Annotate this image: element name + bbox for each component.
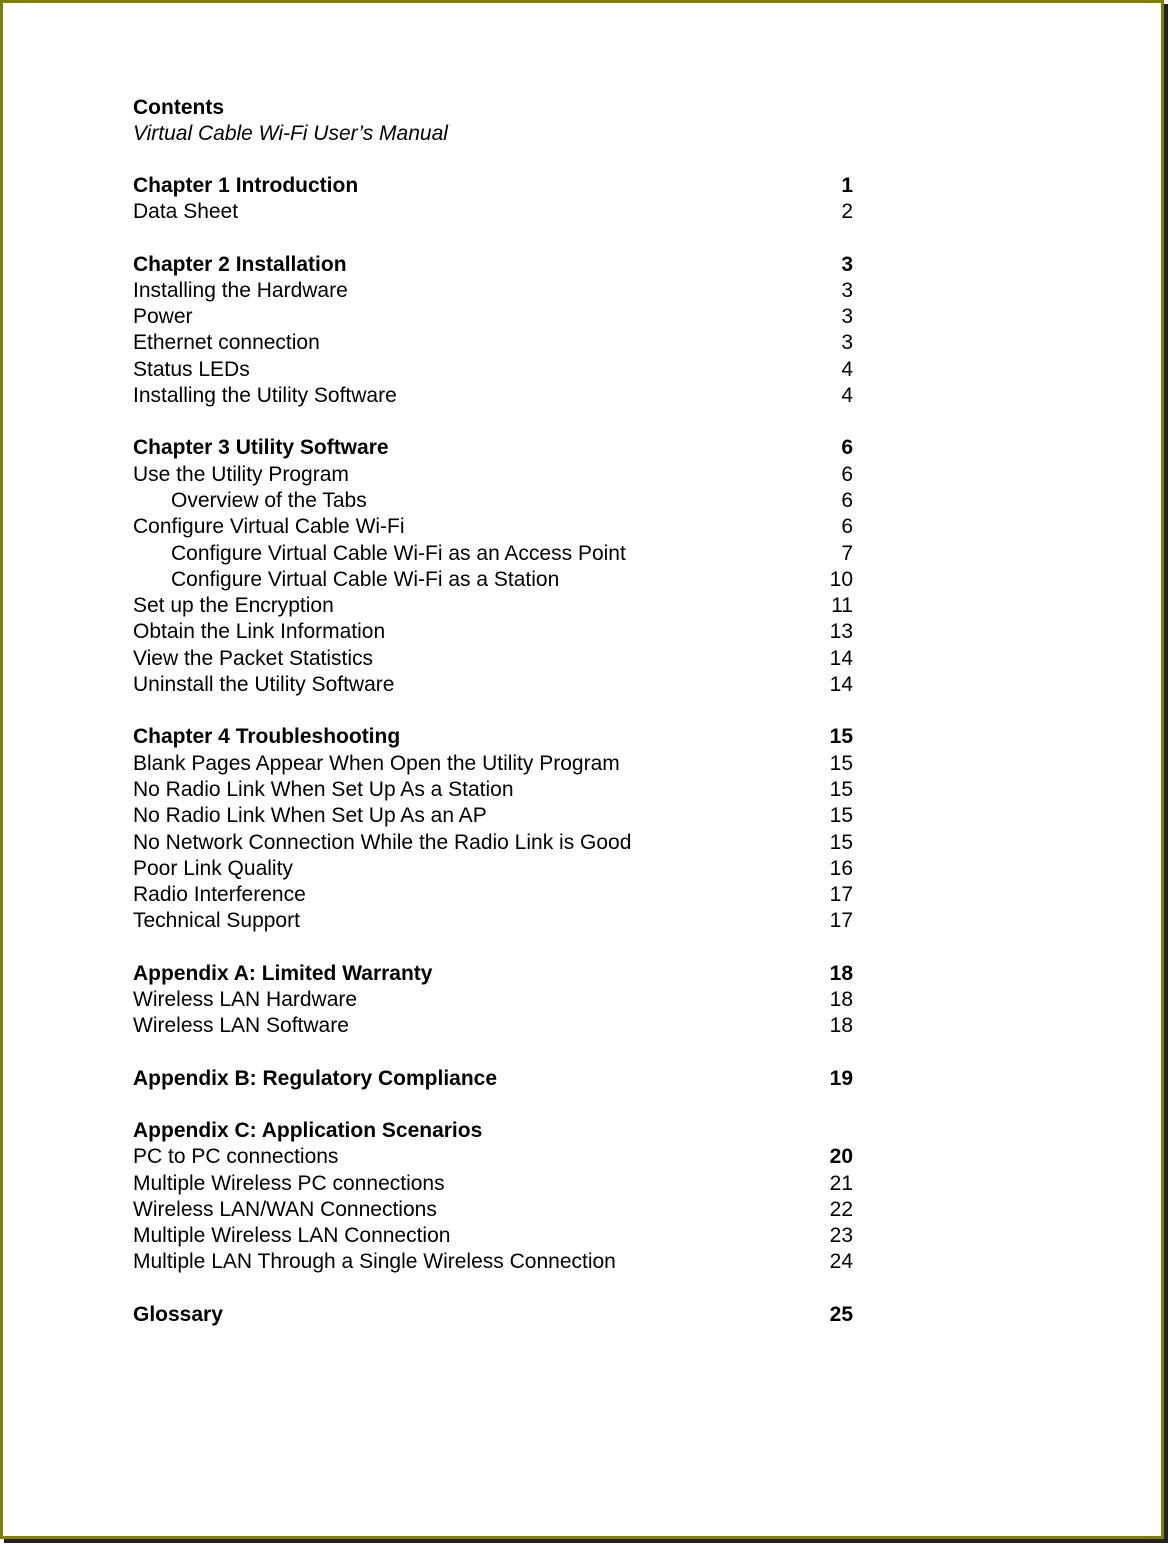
toc-entry-page: 20 <box>829 1145 853 1169</box>
toc-heading-label: Appendix B: Regulatory Compliance <box>133 1066 498 1090</box>
toc-entry[interactable] <box>133 646 853 672</box>
toc-entry-label: Blank Pages Appear When Open the Utility Program <box>133 751 620 775</box>
toc-section <box>133 1302 853 1328</box>
toc-entry-label: No Radio Link When Set Up As a Station <box>133 777 514 801</box>
toc-entry-page: 18 <box>829 988 853 1012</box>
toc-entry[interactable] <box>133 357 853 383</box>
toc-entry-page: 6 <box>841 462 853 486</box>
toc-entry[interactable] <box>133 856 853 882</box>
toc-heading-label: Glossary <box>133 1302 223 1326</box>
toc-entry-page: 10 <box>829 567 853 591</box>
toc-entry[interactable] <box>133 462 853 488</box>
toc-heading[interactable] <box>133 173 853 199</box>
toc-entry[interactable] <box>133 199 853 225</box>
toc-heading[interactable] <box>133 252 853 278</box>
toc-entry[interactable] <box>133 567 853 593</box>
toc-entry[interactable] <box>133 908 853 934</box>
toc-heading[interactable] <box>133 435 853 461</box>
toc-section <box>133 252 853 410</box>
toc-entry-page: 3 <box>841 278 853 302</box>
toc-entry[interactable] <box>133 1013 853 1039</box>
toc-entry-label: Data Sheet <box>133 200 239 224</box>
toc-entry-label: Wireless LAN Hardware <box>133 988 358 1012</box>
toc-entry-page: 3 <box>841 305 853 329</box>
toc-heading-page: 1 <box>841 174 853 197</box>
toc-section <box>133 173 853 226</box>
toc-entry-label: Radio Interference <box>133 883 306 907</box>
toc-heading[interactable] <box>133 1066 853 1092</box>
toc-heading-label: Appendix C: Application Scenarios <box>133 1118 483 1142</box>
toc-entry-label: Multiple LAN Through a Single Wireless Connection <box>133 1250 616 1274</box>
toc-entry-label: Configure Virtual Cable Wi-Fi as an Access Point <box>171 541 626 565</box>
toc-entry-label: Obtain the Link Information <box>133 620 386 644</box>
toc-entry[interactable] <box>133 488 853 514</box>
toc-heading-label: Appendix A: Limited Warranty <box>133 961 433 985</box>
toc-entry[interactable] <box>133 672 853 698</box>
toc-entry[interactable] <box>133 751 853 777</box>
toc-entry-page: 6 <box>841 515 853 539</box>
toc-heading-page: 25 <box>829 1302 853 1326</box>
toc-entry-page: 17 <box>829 909 853 933</box>
toc-entry[interactable] <box>133 1197 853 1223</box>
toc-entry-page: 21 <box>829 1171 853 1195</box>
toc-entry-label: Multiple Wireless PC connections <box>133 1171 445 1195</box>
toc-entry-page: 6 <box>841 488 853 512</box>
toc-section <box>133 724 853 934</box>
toc-entry-label: No Radio Link When Set Up As an AP <box>133 804 487 828</box>
toc-entry[interactable] <box>133 1249 853 1275</box>
toc-entry-page: 2 <box>841 200 853 224</box>
toc-entry-label: Ethernet connection <box>133 331 320 355</box>
toc-entry[interactable] <box>133 304 853 330</box>
toc-entry-label: Poor Link Quality <box>133 856 293 880</box>
toc-entry[interactable] <box>133 987 853 1013</box>
toc-entry-page: 18 <box>829 1014 853 1038</box>
toc-section <box>133 1066 853 1092</box>
toc-entry-label: View the Packet Statistics <box>133 646 374 670</box>
toc-entry[interactable] <box>133 1171 853 1197</box>
toc-heading[interactable] <box>133 1302 853 1328</box>
toc-entry-page: 24 <box>829 1250 853 1274</box>
toc-entry-page: 4 <box>841 384 853 408</box>
toc-entry-label: Uninstall the Utility Software <box>133 673 395 697</box>
toc-entry[interactable] <box>133 1144 853 1170</box>
toc-entry[interactable] <box>133 593 853 619</box>
toc-section <box>133 1118 853 1276</box>
toc-heading[interactable] <box>133 1118 853 1144</box>
toc-heading-label: Chapter 3 Utility Software <box>133 436 389 460</box>
toc-entry-label: Configure Virtual Cable Wi-Fi <box>133 515 405 539</box>
toc-sections <box>133 173 853 1328</box>
toc-entry-label: No Network Connection While the Radio Link is Good <box>133 830 632 854</box>
toc-entry-page: 15 <box>829 777 853 801</box>
toc-heading-page <box>813 1118 853 1144</box>
toc-entry-label: PC to PC connections <box>133 1145 339 1169</box>
toc-entry-label: Use the Utility Program <box>133 462 349 486</box>
toc-heading-label: Chapter 4 Troubleshooting <box>133 725 401 749</box>
toc-entry-page: 7 <box>841 541 853 565</box>
toc-entry-page: 15 <box>829 751 853 775</box>
toc-entry-label: Set up the Encryption <box>133 594 334 618</box>
toc-entry-page: 16 <box>829 856 853 880</box>
toc-section <box>133 435 853 698</box>
toc-heading-page: 6 <box>841 436 853 460</box>
toc-section <box>133 961 853 1040</box>
toc-entry-label: Configure Virtual Cable Wi-Fi as a Station <box>171 567 560 591</box>
toc-entry-page: 3 <box>841 331 853 355</box>
toc-entry[interactable] <box>133 383 853 409</box>
toc-entry-page: 15 <box>829 804 853 828</box>
toc-entry[interactable] <box>133 541 853 567</box>
toc-entry-page: 22 <box>829 1197 853 1221</box>
toc-entry[interactable] <box>133 1223 853 1249</box>
table-of-contents <box>133 95 853 1328</box>
toc-heading-page: 3 <box>841 252 853 276</box>
toc-heading-page: 18 <box>829 961 853 985</box>
toc-heading[interactable] <box>133 961 853 987</box>
toc-entry-label: Power <box>133 305 193 329</box>
toc-entry-label: Wireless LAN/WAN Connections <box>133 1197 437 1221</box>
toc-entry[interactable] <box>133 777 853 803</box>
toc-entry[interactable] <box>133 514 853 540</box>
toc-entry[interactable] <box>133 882 853 908</box>
toc-entry[interactable] <box>133 330 853 356</box>
toc-heading[interactable] <box>133 724 853 750</box>
toc-entry[interactable] <box>133 278 853 304</box>
toc-entry-label: Wireless LAN Software <box>133 1014 349 1038</box>
toc-entry-page: 14 <box>829 673 853 697</box>
toc-entry-label: Technical Support <box>133 909 300 933</box>
toc-entry-label: Status LEDs <box>133 357 250 381</box>
toc-heading-page: 19 <box>829 1066 853 1090</box>
toc-entry[interactable] <box>133 803 853 829</box>
toc-entry[interactable] <box>133 619 853 645</box>
toc-entry-page: 23 <box>829 1224 853 1248</box>
page-title: Contents <box>133 96 224 119</box>
manual-subtitle: Virtual Cable Wi-Fi User’s Manual <box>133 122 448 145</box>
toc-entry-label: Multiple Wireless LAN Connection <box>133 1224 451 1248</box>
toc-entry-page: 15 <box>829 830 853 854</box>
toc-entry-page: 14 <box>829 646 853 670</box>
toc-entry-page: 4 <box>841 357 853 381</box>
toc-entry-page: 17 <box>829 883 853 907</box>
toc-heading-label: Chapter 2 Installation <box>133 252 347 276</box>
toc-entry[interactable] <box>133 830 853 856</box>
toc-entry-label: Overview of the Tabs <box>171 488 367 512</box>
toc-entry-page: 11 <box>831 594 853 618</box>
toc-entry-label: Installing the Utility Software <box>133 384 397 408</box>
toc-heading-page: 15 <box>829 725 853 749</box>
toc-entry-label: Installing the Hardware <box>133 278 348 302</box>
toc-heading-label: Chapter 1 Introduction <box>133 174 359 197</box>
toc-entry-page: 13 <box>829 620 853 644</box>
